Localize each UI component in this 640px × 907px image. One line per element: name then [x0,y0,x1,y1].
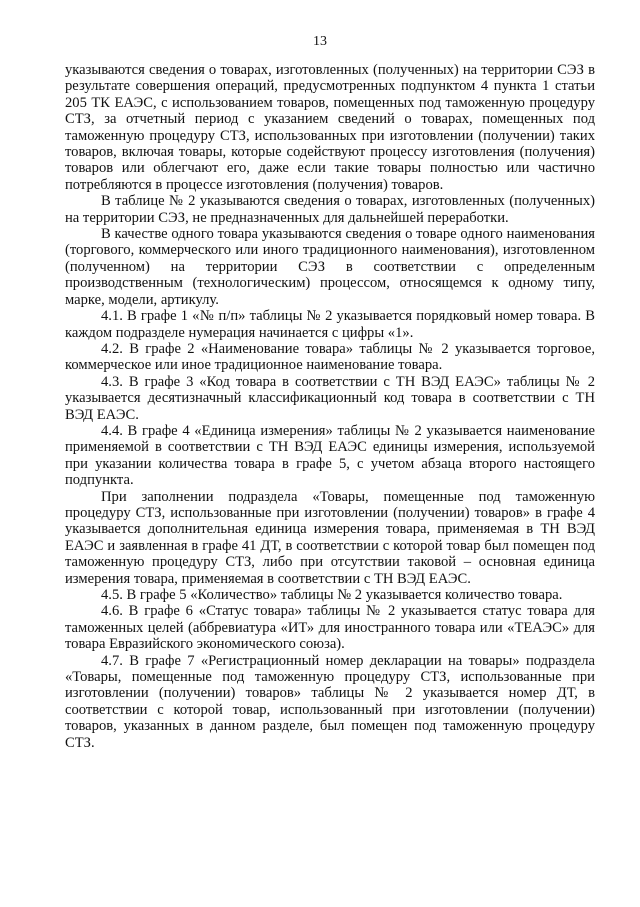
paragraph-4-2: 4.2. В графе 2 «Наименование товара» таблицы № 2 указывается торговое, коммерческое или иное традиционное наименование товара. [65,340,595,374]
paragraph-continuation: указываются сведения о товарах, изготовленных (полученных) на территории СЭЗ в результате совершения операций, предусмотренных подпунктом 4 пункта 1 статьи 205 ТК ЕАЭС, с использованием товаров, помещенных под таможенную процедуру СТЗ, за отчетный период с указанием сведений о товарах, помещенных под таможенную процедуру СТЗ, использованных при изготовлении (получении) таких товаров, включая товары, которые содействуют процессу изготовления (получения) товаров или облегчают его, даже если такие товары полностью или частично потребляются в процессе изготовления (получения) товаров. [65,62,595,193]
document-body [65,62,595,751]
paragraph-single-item: В качестве одного товара указываются сведения о товаре одного наименования (торгового, коммерческого или иного традиционного наименования), изготовленном (полученном) на территории СЭЗ в соответствии с определенным производственным (технологическим) процессом, относящемся к одному типу, марке, модели, артикулу. [65,226,595,308]
paragraph-4-1: 4.1. В графе 1 «№ п/п» таблицы № 2 указывается порядковый номер товара. В каждом подразделе нумерация начинается с цифры «1». [65,308,595,341]
paragraph-table2-intro: В таблице № 2 указываются сведения о товарах, изготовленных (полученных) на территории СЭЗ, не предназначенных для дальнейшей переработки. [65,193,595,226]
paragraph-4-4-second: При заполнении подраздела «Товары, помещенные под таможенную процедуру СТЗ, использованные при изготовлении (получении) товаров» в графе 4 указывается дополнительная единица измерения товара, применяемая в ТН ВЭД ЕАЭС и заявленная в графе 41 ДТ, в соответствии с которой товар был помещен под таможенную процедуру СТЗ, либо при отсутствии таковой – основная единица измерения товара, применяемая в соответствии с ТН ВЭД ЕАЭС. [65,488,595,587]
paragraph-4-6: 4.6. В графе 6 «Статус товара» таблицы № 2 указывается статус товара для таможенных целей (аббревиатура «ИТ» для иностранного товара или «ТЕАЭС» для товара Евразийского экономического союза). [65,603,595,653]
paragraph-4-5: 4.5. В графе 5 «Количество» таблицы № 2 указывается количество товара. [101,587,563,603]
page-number: 13 [313,34,327,49]
paragraph-4-4: 4.4. В графе 4 «Единица измерения» таблицы № 2 указывается наименование применяемой в соответствии с ТН ВЭД ЕАЭС единицы измерения, используемой при указании количества товара в графе 5, с учетом абзаца второго настоящего подпункта. [65,422,595,489]
paragraph-4-3: 4.3. В графе 3 «Код товара в соответствии с ТН ВЭД ЕАЭС» таблицы № 2 указывается десятизначный классификационный код товара в соответствии с ТН ВЭД ЕАЭС. [65,373,595,423]
paragraph-4-7: 4.7. В графе 7 «Регистрационный номер декларации на товары» подраздела «Товары, помещенные под таможенную процедуру СТЗ, использованные при изготовлении (получении) товаров» таблицы № 2 указывается номер ДТ, в соответствии с которой товар, использованный при изготовлении (получении) товаров, указанных в данном разделе, был помещен под таможенную процедуру СТЗ. [65,652,595,751]
